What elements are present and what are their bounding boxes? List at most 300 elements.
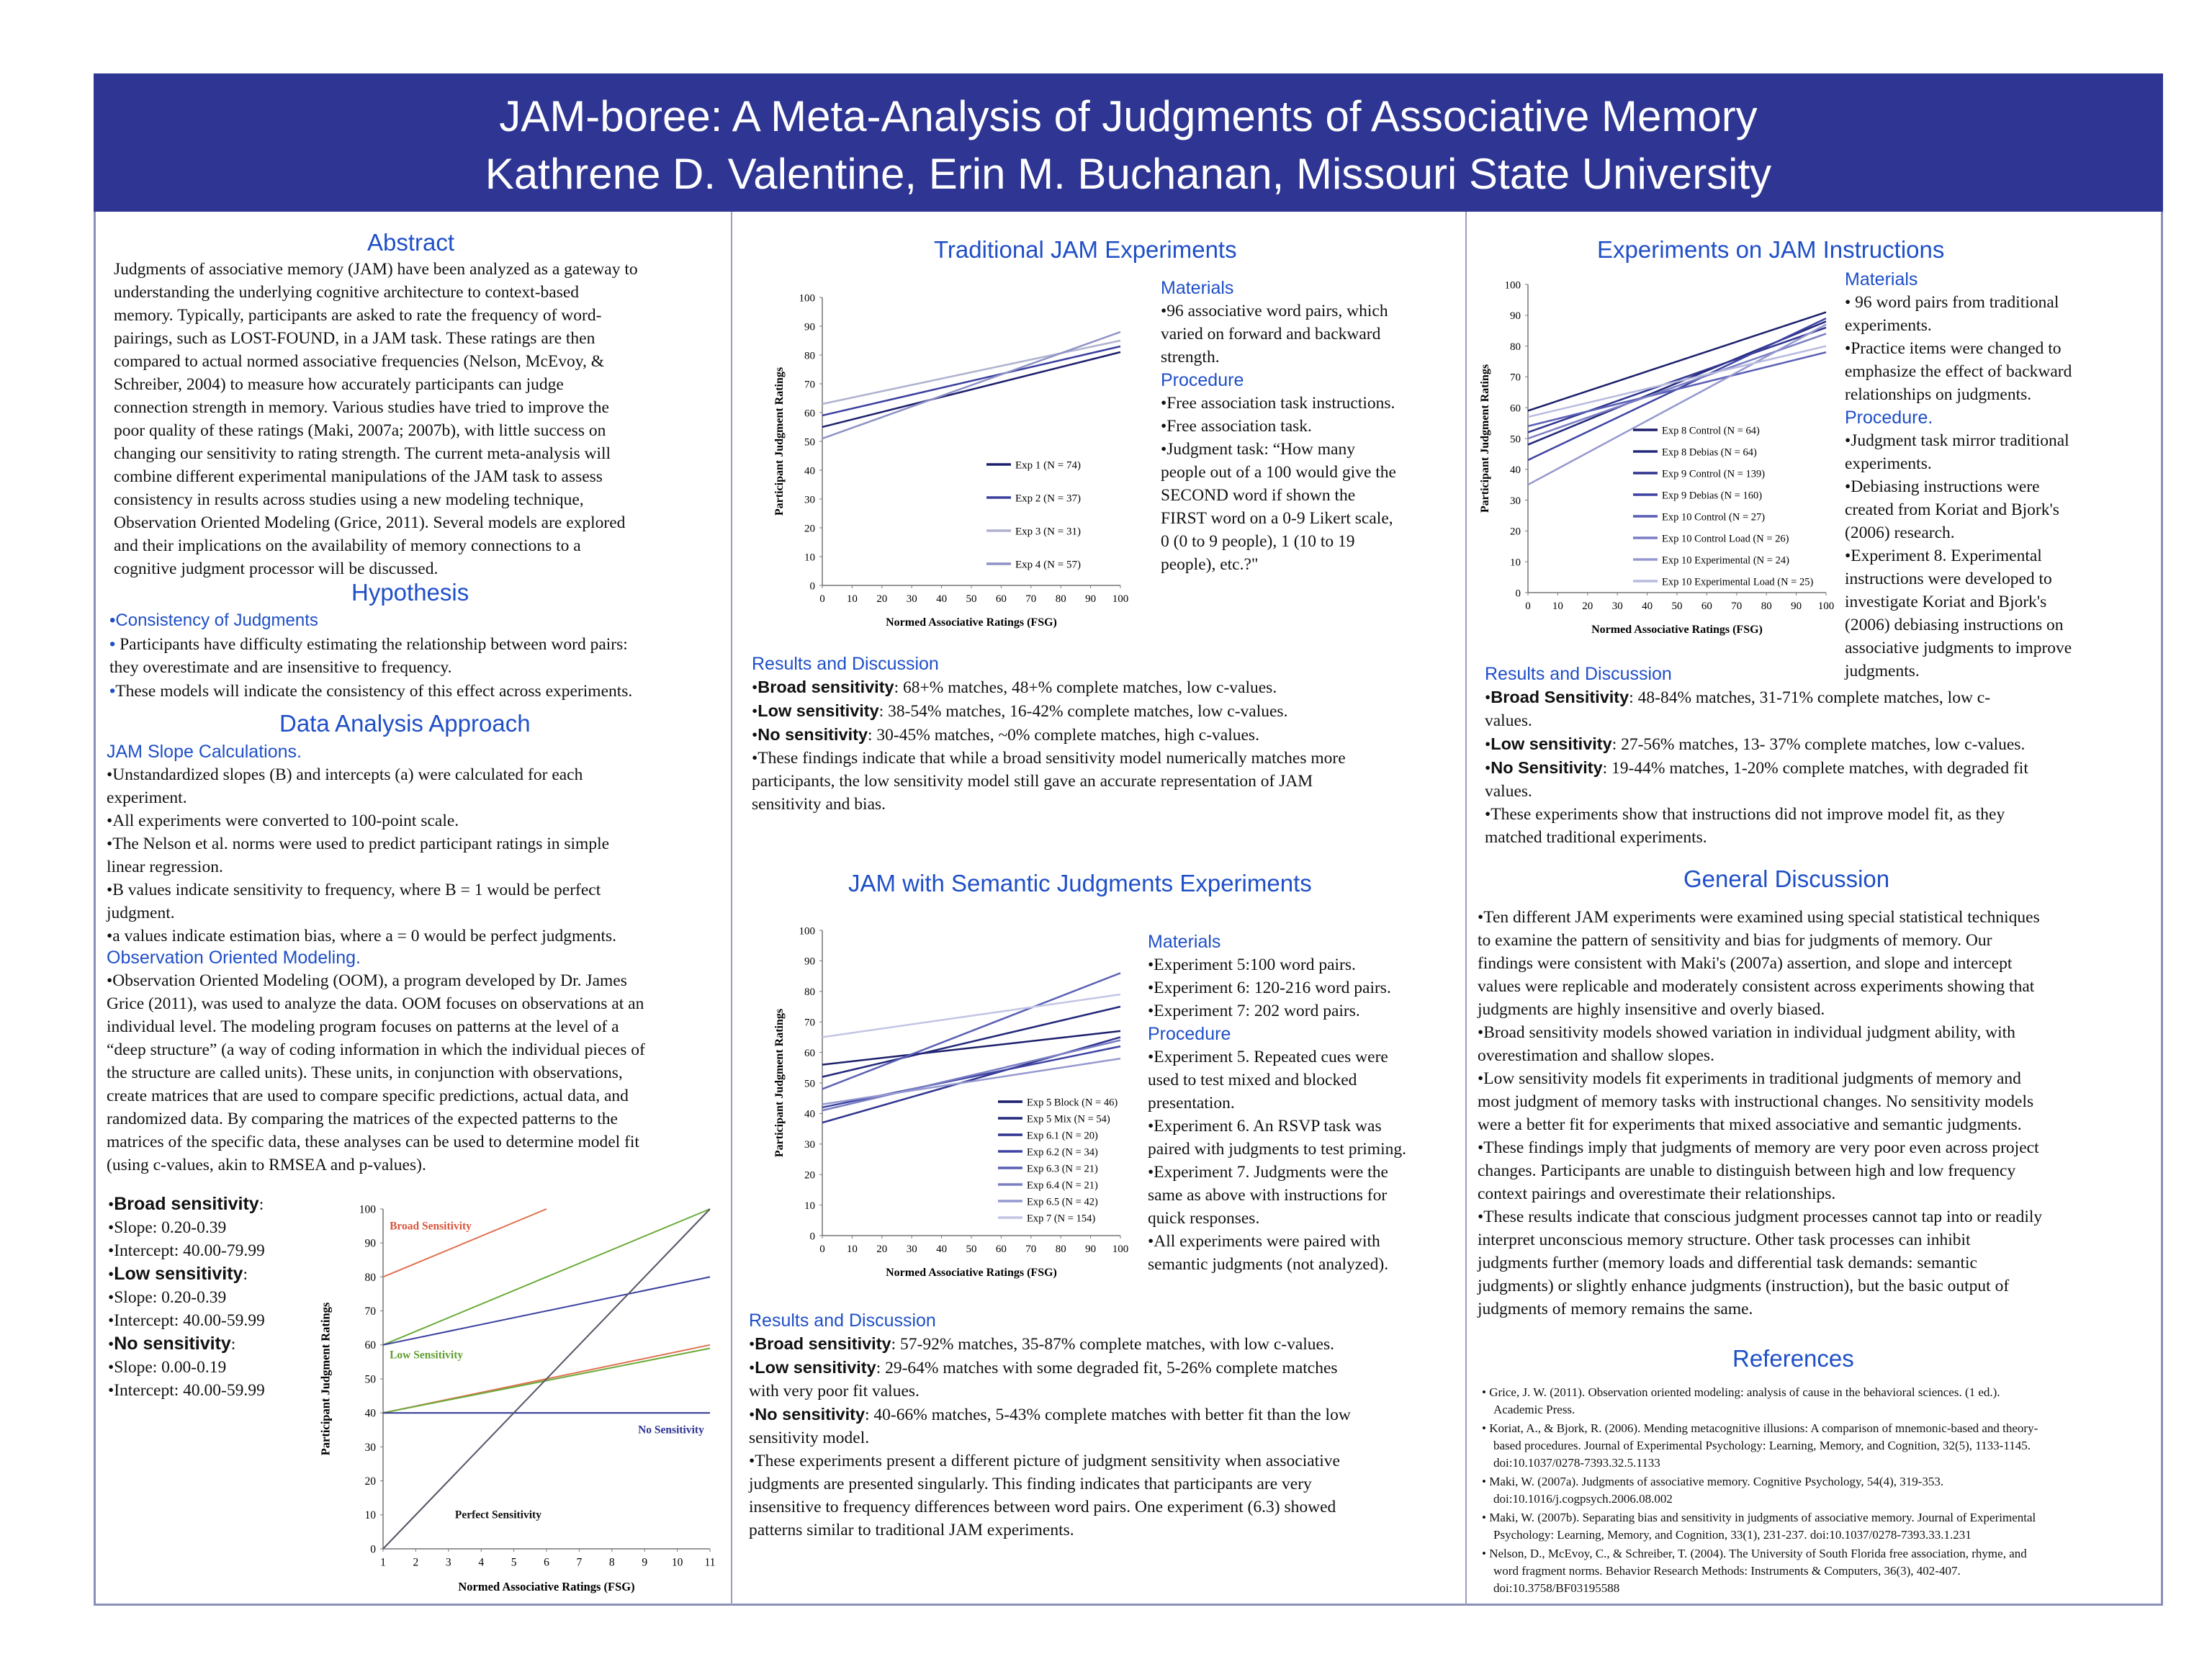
x-tick-label: 80 <box>1055 1244 1066 1255</box>
line-text: Slope: 0.20-0.39 <box>114 1288 227 1307</box>
line-text: experiments. <box>1845 316 1932 335</box>
y-tick-label: 90 <box>1510 310 1521 323</box>
bullet: • <box>108 1358 114 1377</box>
chart-annotation: No Sensitivity <box>638 1424 704 1437</box>
sensitivity-criterion <box>108 1286 310 1309</box>
line-text: quick responses. <box>1148 1209 1260 1228</box>
legend-entry: Exp 10 Control (N = 27) <box>1662 511 1766 523</box>
line-text: : <box>230 1335 236 1354</box>
line-text: used to test mixed and blocked <box>1148 1071 1357 1089</box>
sensitivity-criteria-list <box>108 1192 310 1402</box>
line-text: Intercept: 40.00-59.99 <box>114 1381 265 1400</box>
instructions-heading: Experiments on JAM Instructions <box>1597 236 1945 263</box>
sensitivity-criterion <box>108 1192 310 1216</box>
sem-materials-heading: Materials <box>1148 932 1221 952</box>
line-text: Experiment 6: 120-216 word pairs. <box>1154 979 1391 997</box>
procedure-line <box>1161 392 1456 415</box>
procedure-line <box>1148 1046 1457 1069</box>
bullet: • <box>1161 440 1167 459</box>
general-discussion-heading: General Discussion <box>1683 866 1890 892</box>
bold-term: Low sensitivity <box>114 1264 243 1284</box>
reference-line <box>1482 1420 2158 1437</box>
poster-header <box>94 73 2163 212</box>
bullet: • <box>1148 1048 1154 1066</box>
discussion-line <box>1478 1021 2160 1044</box>
y-tick-label: 0 <box>809 580 815 593</box>
series-line-3 <box>383 1277 710 1344</box>
procedure-line <box>1161 484 1456 507</box>
x-tick-label: 100 <box>1112 1244 1129 1255</box>
results-line <box>749 1519 1458 1542</box>
legend-entry: Exp 9 Control (N = 139) <box>1662 468 1766 480</box>
line-text: patterns similar to traditional JAM experiments. <box>749 1521 1074 1539</box>
line-text: All experiments were paired with <box>1154 1232 1380 1251</box>
line-text: changes. Participants are unable to distinguish between high and low frequency <box>1478 1161 2016 1180</box>
x-tick-label: 5 <box>511 1556 517 1569</box>
line-text: judgments) or slightly enhance judgments (instruction), but the basic output of <box>1478 1277 2010 1295</box>
line-text: Slope: 0.00-0.19 <box>114 1358 227 1377</box>
reference-item <box>1478 1473 2158 1508</box>
procedure-line <box>1845 613 2154 637</box>
bullet: • <box>1161 417 1167 436</box>
slope-line <box>107 878 733 902</box>
slope-line <box>107 809 733 832</box>
slope-line <box>107 786 733 809</box>
materials-line <box>1845 314 2154 337</box>
trad-materials-text <box>1161 300 1449 369</box>
instr-chart-svg <box>1476 277 1836 637</box>
discussion-line <box>1478 1090 2160 1113</box>
series-line-2 <box>822 1007 1120 1077</box>
bullet: • <box>1161 302 1167 320</box>
sem-materials-text <box>1148 953 1450 1022</box>
materials-line <box>1148 953 1450 976</box>
bullet: • <box>749 1406 755 1424</box>
x-axis-label: Normed Associative Ratings (FSG) <box>1591 624 1763 636</box>
line-text: The Nelson et al. norms were used to predict participant ratings in simple <box>112 835 610 853</box>
slope-line <box>107 832 733 855</box>
x-tick-label: 90 <box>1085 593 1097 605</box>
line-text: Free association task. <box>1166 417 1312 436</box>
results-line <box>749 1496 1458 1519</box>
materials-line <box>1161 346 1449 369</box>
hypothesis-subheading: Consistency of Judgments <box>115 611 318 630</box>
bullet: • <box>108 1335 114 1354</box>
procedure-line <box>1148 1069 1457 1092</box>
line-text: Low sensitivity models fit experiments in traditional judgments of memory and <box>1483 1069 2021 1088</box>
discussion-line <box>1478 1251 2160 1274</box>
x-tick-label: 40 <box>936 593 948 605</box>
reference-line: doi:10.3758/BF03195588 <box>1493 1581 1620 1595</box>
reference-text: Grice, J. W. (2011). Observation oriented modeling: analysis of cause in the behavioral sciences. (1 ed.). <box>1489 1385 2000 1399</box>
line-text: Debiasing instructions were <box>1851 477 2040 496</box>
x-tick-label: 60 <box>1701 601 1712 612</box>
y-tick-label: 70 <box>1510 372 1521 384</box>
procedure-line <box>1148 1253 1457 1276</box>
procedure-line <box>1148 1092 1457 1115</box>
bullet: • <box>1485 759 1491 778</box>
abstract-line: Schreiber, 2004) to measure how accurately participants can judge <box>114 375 564 394</box>
y-tick-label: 50 <box>804 1078 815 1090</box>
series-line-8 <box>1528 346 1826 417</box>
line-text: These findings imply that judgments of memory are very poor even across project <box>1483 1138 2039 1157</box>
results-line <box>1485 826 2158 849</box>
y-tick-label: 20 <box>1510 526 1521 538</box>
y-tick-label: 30 <box>804 494 815 506</box>
series-line-1 <box>822 1031 1120 1065</box>
general-discussion-text <box>1478 906 2160 1321</box>
bullet: • <box>1478 1069 1484 1088</box>
legend-entry: Exp 7 (N = 154) <box>1027 1213 1096 1225</box>
procedure-line <box>1845 475 2154 498</box>
line-text: (2006) research. <box>1845 523 1955 542</box>
x-tick-label: 70 <box>1025 593 1037 605</box>
line-text: most judgment of memory tasks with instructional changes. No sensitivity models <box>1478 1092 2034 1111</box>
x-tick-label: 10 <box>846 1244 858 1255</box>
legend-entry: Exp 6.1 (N = 20) <box>1027 1130 1098 1142</box>
line-text: These findings indicate that while a broad sensitivity model numerically matches more <box>757 749 1346 768</box>
line-text: 0 (0 to 9 people), 1 (10 to 19 <box>1161 532 1355 551</box>
y-tick-label: 90 <box>804 956 815 968</box>
abstract-heading: Abstract <box>367 229 455 256</box>
series-line-2 <box>822 346 1120 415</box>
abstract-line: understanding the underlying cognitive architecture to context-based <box>114 283 580 302</box>
line-text: Intercept: 40.00-59.99 <box>114 1311 265 1330</box>
line-text: created from Koriat and Bjork's <box>1845 500 2059 519</box>
line-text: Experiment 8. Experimental <box>1851 547 2042 565</box>
discussion-line <box>1478 1274 2160 1298</box>
reference-line: Academic Press. <box>1493 1403 1575 1416</box>
x-tick-label: 10 <box>846 593 858 605</box>
line-text: varied on forward and backward <box>1161 325 1381 343</box>
materials-line <box>1148 976 1450 999</box>
bold-term: Broad sensitivity <box>114 1194 259 1214</box>
reference-line: based procedures. Journal of Experimental Psychology: Learning, Memory, and Cognition, 32(5), 1133-1145. <box>1493 1439 2031 1452</box>
x-tick-label: 100 <box>1112 593 1129 605</box>
bullet: • <box>108 1265 114 1284</box>
bullet: • <box>1482 1511 1490 1524</box>
procedure-line <box>1845 521 2154 544</box>
sem-procedure-text <box>1148 1046 1457 1276</box>
y-tick-label: 40 <box>804 1108 815 1120</box>
instructions-chart <box>1476 277 1836 637</box>
series-line-3 <box>822 341 1120 404</box>
procedure-line <box>1161 461 1456 484</box>
y-tick-label: 80 <box>804 986 815 999</box>
y-tick-label: 100 <box>799 292 815 305</box>
bold-term: No Sensitivity <box>1491 758 1603 777</box>
sensitivity-criterion <box>108 1239 310 1262</box>
x-tick-label: 10 <box>1552 601 1563 612</box>
line-text: people out of a 100 would give the <box>1161 463 1396 482</box>
line-text: Experiment 5. Repeated cues were <box>1154 1048 1388 1066</box>
x-tick-label: 30 <box>1611 601 1623 612</box>
bullet: • <box>1482 1547 1490 1560</box>
line-text: associative judgments to improve <box>1845 639 2072 657</box>
materials-line <box>1845 383 2154 406</box>
x-tick-label: 10 <box>671 1556 683 1569</box>
x-tick-label: 8 <box>608 1556 615 1569</box>
materials-line <box>1161 300 1449 323</box>
discussion-line <box>1478 1182 2160 1205</box>
sem-results-text <box>749 1332 1458 1542</box>
line-text: These experiments show that instructions did not improve model fit, as they <box>1491 805 2005 824</box>
bullet: • <box>1148 1117 1154 1136</box>
oom-line <box>107 1154 733 1177</box>
procedure-line <box>1148 1138 1457 1161</box>
legend-entry: Exp 1 (N = 74) <box>1015 459 1081 472</box>
line-text: Experiment 7. Judgments were the <box>1154 1163 1388 1182</box>
trad-procedure-text <box>1161 392 1456 576</box>
abstract-line: changing our sensitivity to rating strength. The current meta-analysis will <box>114 444 611 463</box>
results-line <box>752 723 1461 747</box>
x-tick-label: 7 <box>576 1556 583 1569</box>
x-tick-label: 11 <box>704 1556 716 1569</box>
bullet: • <box>1148 979 1154 997</box>
bullet: • <box>1845 477 1851 496</box>
discussion-line <box>1478 1159 2160 1182</box>
line-text: All experiments were converted to 100-point scale. <box>112 811 459 830</box>
trad-results-text <box>752 675 1461 816</box>
results-line <box>752 770 1461 793</box>
bullet: • <box>1845 547 1851 565</box>
y-tick-label: 80 <box>1510 341 1521 353</box>
results-line <box>749 1473 1458 1496</box>
results-line <box>1485 756 2158 780</box>
model-chart <box>317 1199 720 1595</box>
y-tick-label: 10 <box>804 552 815 564</box>
traditional-chart <box>770 284 1130 630</box>
results-line <box>752 699 1461 723</box>
line-text: investigate Koriat and Bjork's <box>1845 593 2047 611</box>
bullet: • <box>108 1381 114 1400</box>
bullet: • <box>108 1241 114 1260</box>
trad-materials-heading: Materials <box>1161 278 1234 298</box>
discussion-line <box>1478 1205 2160 1228</box>
bullet: • <box>1482 1475 1490 1488</box>
line-text: Practice items were changed to <box>1851 339 2062 358</box>
line-text: Judgment task: “How many <box>1166 440 1355 459</box>
line-text: (using c-values, akin to RMSEA and p-values). <box>107 1156 426 1174</box>
materials-line <box>1161 323 1449 346</box>
results-line <box>1485 732 2158 756</box>
bullet: • <box>107 765 113 784</box>
bold-term: No sensitivity <box>755 1405 866 1424</box>
bold-term: Low sensitivity <box>757 701 879 720</box>
line-text: relationships on judgments. <box>1845 385 2032 404</box>
oom-line <box>107 992 733 1015</box>
x-tick-label: 90 <box>1085 1244 1097 1255</box>
trad-results-heading: Results and Discussion <box>752 654 939 674</box>
legend-entry: Exp 5 Mix (N = 54) <box>1027 1113 1110 1125</box>
y-tick-label: 70 <box>364 1305 376 1318</box>
materials-line <box>1845 337 2154 360</box>
line-text: Experiment 6. An RSVP task was <box>1154 1117 1382 1136</box>
oom-line <box>107 1038 733 1061</box>
line-text: Experiment 7: 202 word pairs. <box>1154 1002 1360 1020</box>
legend-entry: Exp 10 Control Load (N = 26) <box>1662 533 1789 545</box>
bullet: • <box>107 971 113 990</box>
bold-term: Broad sensitivity <box>755 1334 891 1353</box>
line-text: judgments. <box>1845 662 1920 680</box>
line-text: : 40-66% matches, 5-43% complete matches with better fit than the low <box>865 1406 1351 1424</box>
sensitivity-criterion <box>108 1262 310 1286</box>
procedure-line <box>1845 637 2154 660</box>
slope-line <box>107 763 733 786</box>
bullet: • <box>107 811 113 830</box>
results-line <box>1485 803 2158 826</box>
line-text: FIRST word on a 0-9 Likert scale, <box>1161 509 1393 528</box>
abstract-line: Judgments of associative memory (JAM) have been analyzed as a gateway to <box>114 260 638 279</box>
traditional-heading: Traditional JAM Experiments <box>934 236 1237 263</box>
reference-line: doi:10.1037/0278-7393.32.5.1133 <box>1493 1456 1660 1470</box>
line-text: Free association task instructions. <box>1166 394 1395 413</box>
materials-line <box>1148 999 1450 1022</box>
y-tick-label: 10 <box>364 1509 376 1522</box>
bold-term: No sensitivity <box>114 1334 231 1354</box>
bullet: • <box>1148 1002 1154 1020</box>
y-tick-label: 60 <box>804 1047 815 1059</box>
reference-text: Nelson, D., McEvoy, C., & Schreiber, T. (2004). The University of South Florida free association, rhyme, and <box>1489 1547 2027 1560</box>
line-text: judgments further (memory loads and differential task demands: semantic <box>1478 1254 1977 1272</box>
x-tick-label: 4 <box>478 1556 485 1569</box>
reference-text: Maki, W. (2007b). Separating bias and sensitivity in judgments of associative memory. Journal of Experimental <box>1489 1511 2036 1524</box>
y-tick-label: 90 <box>804 321 815 333</box>
results-line <box>749 1380 1458 1403</box>
y-tick-label: 10 <box>1510 557 1521 569</box>
bullet: • <box>752 702 758 721</box>
line-text: : 68+% matches, 48+% complete matches, low c-values. <box>894 678 1277 697</box>
legend-entry: Exp 8 Control (N = 64) <box>1662 425 1760 437</box>
line-text: people), etc.?" <box>1161 555 1259 574</box>
bullet: • <box>1485 688 1491 707</box>
abstract-line: consistency in results across studies using a new modeling technique, <box>114 490 584 509</box>
reference-line <box>1482 1545 2158 1563</box>
line-text: instructions were developed to <box>1845 570 2052 588</box>
x-tick-label: 60 <box>995 1244 1007 1255</box>
bullet: • <box>1148 956 1154 974</box>
bullet: • <box>1161 394 1167 413</box>
reference-line: Psychology: Learning, Memory, and Cognition, 33(1), 231-237. doi:10.1037/0278-7393.33.1.231 <box>1493 1528 1972 1542</box>
x-tick-label: 30 <box>906 593 917 605</box>
sensitivity-criterion <box>108 1332 310 1356</box>
discussion-line <box>1478 929 2160 952</box>
chart-annotation: Broad Sensitivity <box>390 1220 472 1233</box>
oom-text <box>107 969 733 1177</box>
line-text: emphasize the effect of backward <box>1845 362 2072 381</box>
discussion-line <box>1478 952 2160 975</box>
bold-term: Low sensitivity <box>755 1358 876 1377</box>
line-text: Intercept: 40.00-79.99 <box>114 1241 265 1260</box>
procedure-line <box>1845 544 2154 567</box>
legend-entry: Exp 10 Experimental (N = 24) <box>1662 554 1789 567</box>
line-text: presentation. <box>1148 1094 1235 1112</box>
bullet: • <box>108 1288 114 1307</box>
procedure-line <box>1845 660 2154 683</box>
reference-item <box>1478 1420 2158 1472</box>
bullet: • <box>108 1195 114 1214</box>
line-text: : <box>258 1195 264 1214</box>
x-tick-label: 50 <box>966 1244 977 1255</box>
reference-text: Koriat, A., & Bjork, R. (2006). Mending metacognitive illusions: A comparison of mnemonic-based and theory- <box>1489 1421 2038 1435</box>
oom-line <box>107 969 733 992</box>
x-tick-label: 40 <box>936 1244 948 1255</box>
discussion-line <box>1478 1228 2160 1251</box>
line-text: 96 associative word pairs, which <box>1166 302 1388 320</box>
line-text: : 48-84% matches, 31-71% complete matches, low c- <box>1629 688 1991 707</box>
y-tick-label: 0 <box>809 1231 815 1243</box>
line-text: with very poor fit values. <box>749 1382 920 1401</box>
column-divider-2 <box>1465 212 1467 1606</box>
bullet: • <box>108 1311 114 1330</box>
instr-procedure-text <box>1845 429 2154 683</box>
line-text: experiments. <box>1845 454 1932 473</box>
legend-entry: Exp 9 Debias (N = 160) <box>1662 490 1763 502</box>
legend-entry: Exp 6.3 (N = 21) <box>1027 1163 1098 1175</box>
discussion-line <box>1478 975 2160 998</box>
results-line <box>752 675 1461 699</box>
line-text: to examine the pattern of sensitivity and bias for judgments of memory. Our <box>1478 931 1992 950</box>
line-text: strength. <box>1161 348 1220 367</box>
references-heading: References <box>1732 1345 1854 1372</box>
discussion-line <box>1478 998 2160 1021</box>
hypothesis-line: Participants have difficulty estimating the relationship between word pairs: <box>115 635 628 654</box>
x-tick-label: 6 <box>544 1556 549 1569</box>
slope-line <box>107 855 733 878</box>
slope-line <box>107 902 733 925</box>
line-text: context pairings and overestimate their relationships. <box>1478 1184 1836 1203</box>
x-tick-label: 100 <box>1817 601 1835 612</box>
bullet: • <box>752 678 758 697</box>
x-tick-label: 40 <box>1642 601 1653 612</box>
sem-chart-svg <box>770 920 1130 1280</box>
x-tick-label: 70 <box>1025 1244 1037 1255</box>
line-text: were a better fit for experiments that mixed associative and semantic judgments. <box>1478 1115 2022 1134</box>
x-tick-label: 0 <box>819 593 825 605</box>
procedure-line <box>1148 1184 1457 1207</box>
line-text: : 30-45% matches, ~0% complete matches, high c-values. <box>868 726 1259 745</box>
y-tick-label: 30 <box>1510 495 1521 507</box>
x-tick-label: 90 <box>1791 601 1802 612</box>
trad-procedure-heading: Procedure <box>1161 370 1244 390</box>
results-line <box>749 1403 1458 1426</box>
bullet: • <box>1478 1208 1484 1226</box>
x-tick-label: 80 <box>1761 601 1772 612</box>
procedure-line <box>1845 452 2154 475</box>
y-tick-label: 60 <box>804 408 815 420</box>
series-line-1 <box>1528 313 1826 411</box>
sensitivity-criterion <box>108 1216 310 1239</box>
abstract-line: compared to actual normed associative frequencies (Nelson, McEvoy, & <box>114 352 605 371</box>
abstract-line: connection strength in memory. Various studies have tried to improve the <box>114 398 609 417</box>
poster-title: JAM-boree: A Meta-Analysis of Judgments of Associative Memory <box>499 92 1758 140</box>
bullet: • <box>1485 805 1491 824</box>
series-line-1 <box>822 352 1120 427</box>
legend-entry: Exp 4 (N = 57) <box>1015 559 1081 571</box>
series-line-3 <box>1528 328 1826 433</box>
semantic-heading: JAM with Semantic Judgments Experiments <box>848 870 1312 896</box>
series-line-7 <box>1528 325 1826 485</box>
abstract-line: Observation Oriented Modeling (Grice, 2011). Several models are explored <box>114 513 626 532</box>
bullet: • <box>107 835 113 853</box>
abstract-text <box>114 258 726 580</box>
reference-line <box>1482 1509 2158 1527</box>
line-text: Unstandardized slopes (B) and intercepts (a) were calculated for each <box>112 765 583 784</box>
line-text: semantic judgments (not analyzed). <box>1148 1255 1389 1274</box>
y-tick-label: 10 <box>804 1200 815 1212</box>
abstract-line: poor quality of these ratings (Maki, 2007a; 2007b), with little success on <box>114 421 606 440</box>
legend-entry: Exp 2 (N = 37) <box>1015 493 1081 505</box>
